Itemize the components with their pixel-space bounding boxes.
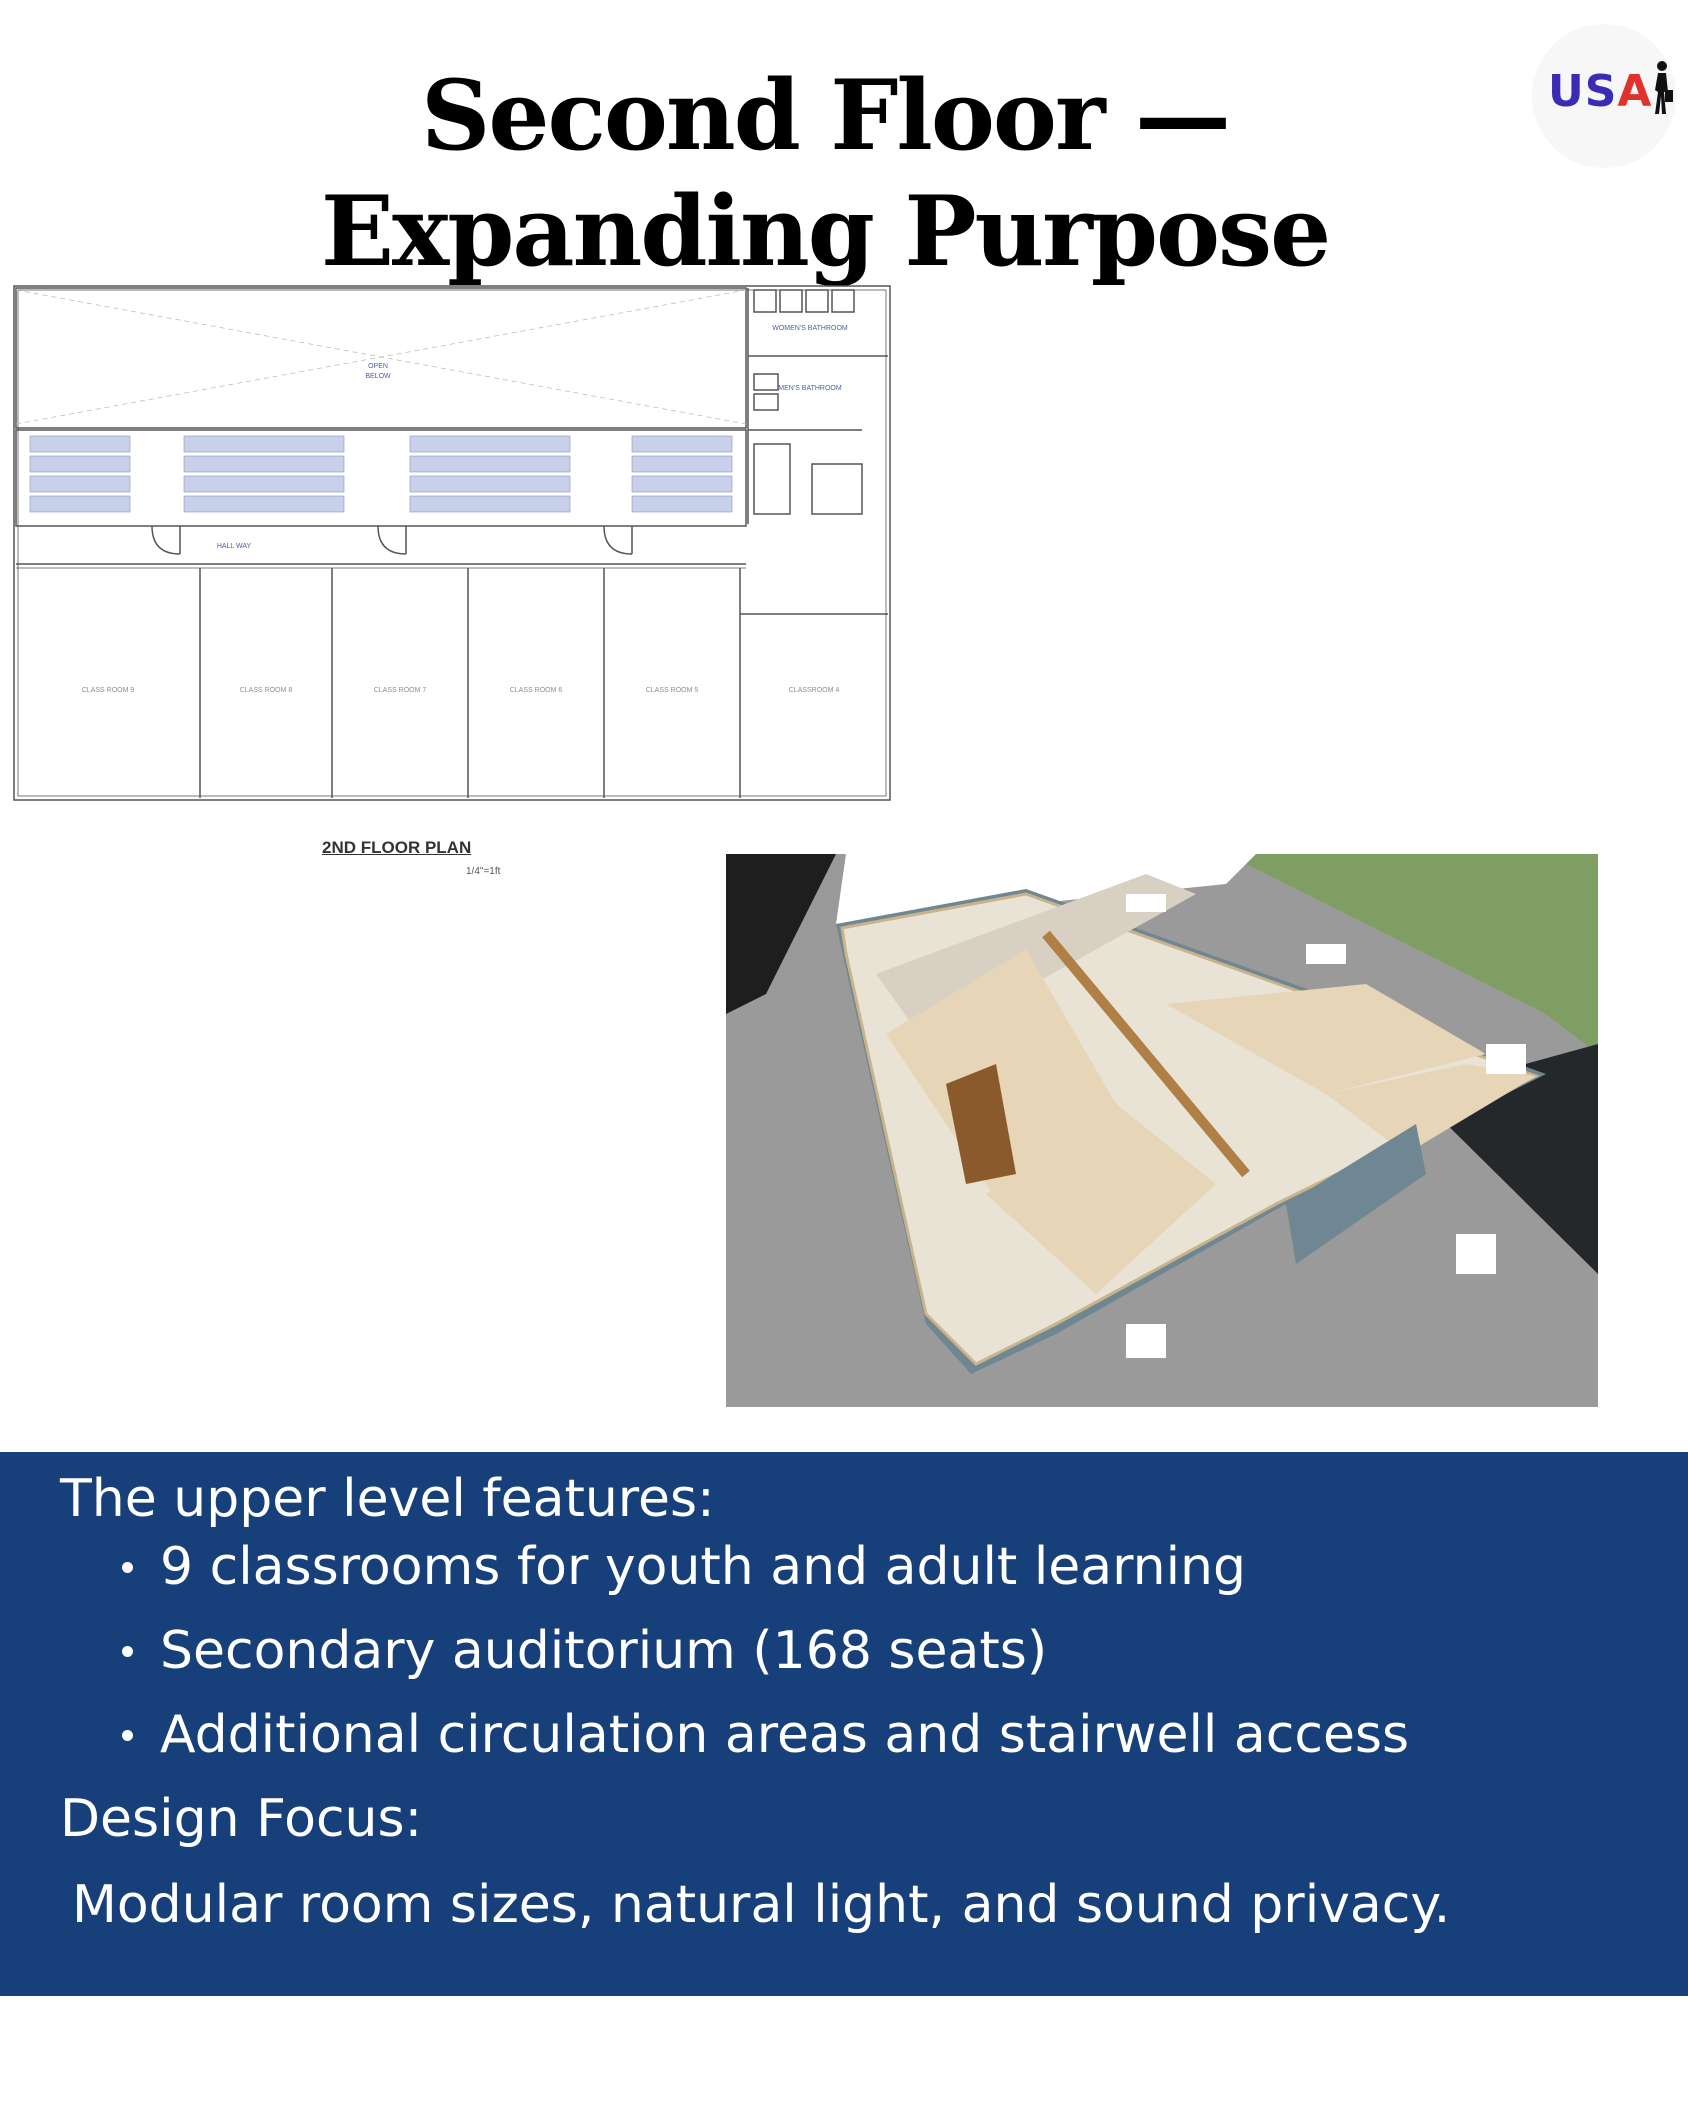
svg-text:WOMEN'S BATHROOM: WOMEN'S BATHROOM bbox=[772, 325, 848, 332]
plan-caption: 2ND FLOOR PLAN bbox=[322, 838, 472, 857]
svg-text:MEN'S BATHROOM: MEN'S BATHROOM bbox=[778, 385, 842, 392]
plan-scale: 1/4"=1ft bbox=[466, 866, 501, 877]
usa-logo: USA bbox=[1548, 66, 1653, 117]
second-floor-plan-drawing bbox=[12, 284, 894, 806]
3d-floor-render bbox=[726, 854, 1598, 1407]
svg-text:CLASSROOM 4: CLASSROOM 4 bbox=[788, 687, 840, 694]
page-title: Second Floor — Expanding Purpose bbox=[320, 59, 1330, 288]
bullet-icon bbox=[122, 1730, 133, 1741]
features-intro: The upper level features: bbox=[60, 1469, 715, 1529]
svg-text:CLASS ROOM 7: CLASS ROOM 7 bbox=[373, 687, 427, 694]
bullet-icon bbox=[122, 1562, 133, 1573]
feature-item: Additional circulation areas and stairwell access bbox=[160, 1705, 1410, 1765]
design-focus-text: Modular room sizes, natural light, and sound privacy. bbox=[72, 1875, 1451, 1935]
features-panel bbox=[0, 1452, 1688, 1996]
svg-text:OPEN: OPEN bbox=[368, 363, 388, 370]
svg-text:CLASS ROOM 8: CLASS ROOM 8 bbox=[239, 687, 293, 694]
svg-text:CLASS ROOM 6: CLASS ROOM 6 bbox=[509, 687, 563, 694]
svg-text:BELOW: BELOW bbox=[365, 373, 391, 380]
design-focus-label: Design Focus: bbox=[60, 1789, 423, 1849]
bullet-icon bbox=[122, 1646, 133, 1657]
feature-item: 9 classrooms for youth and adult learning bbox=[160, 1537, 1246, 1597]
feature-item: Secondary auditorium (168 seats) bbox=[160, 1621, 1048, 1681]
svg-text:CLASS ROOM 9: CLASS ROOM 9 bbox=[81, 687, 135, 694]
traveler-with-suitcase-icon bbox=[1650, 60, 1674, 118]
svg-text:CLASS ROOM 5: CLASS ROOM 5 bbox=[645, 687, 699, 694]
svg-text:HALL WAY: HALL WAY bbox=[216, 543, 252, 550]
